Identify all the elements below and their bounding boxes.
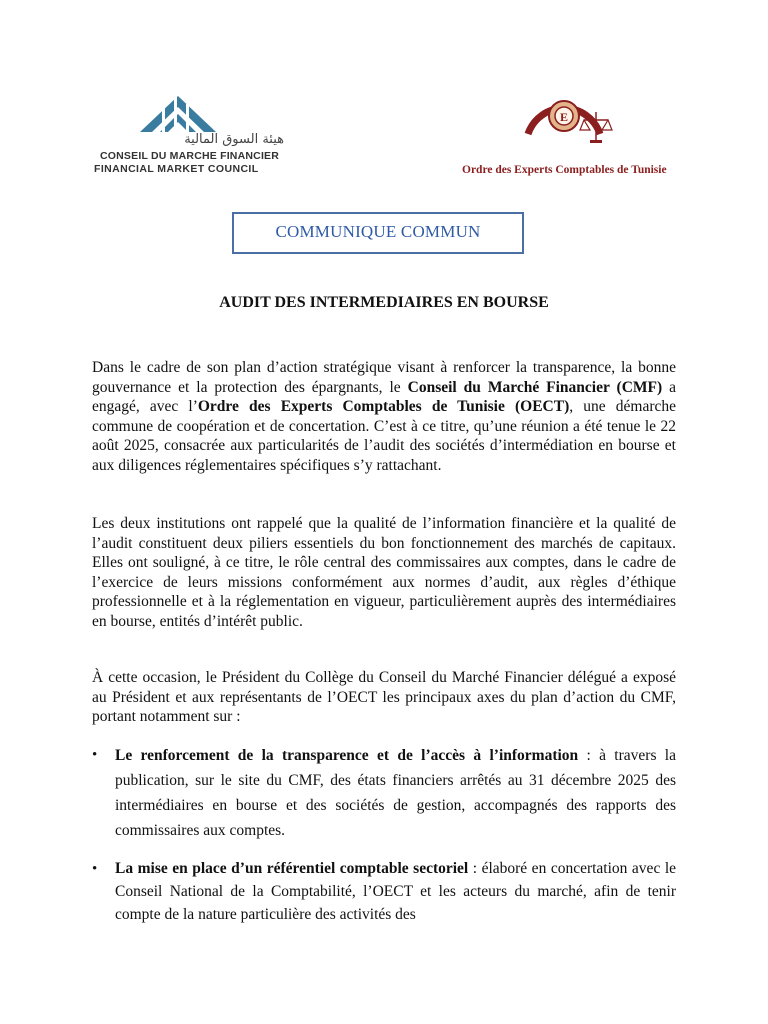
cmf-arabic-name: هيئة السوق المالية — [184, 132, 284, 147]
p1-text-c: a engagé, avec l’ — [92, 378, 676, 415]
title-box — [232, 212, 524, 254]
oect-seal-icon — [514, 82, 614, 160]
bullet-icon: • — [92, 861, 98, 877]
paragraph-institutions: Les deux institutions ont rappelé que la qualité de l’information financière et la qualité de l’audit constituent deux piliers essentiels du bon fonctionnement des marchés de capitaux. Elles ont souligné, à ce titre, le rôle central des commissaires aux comptes, dans le cadre de l’exercice de leurs missions conformément aux normes d’audit, aux règles d’éthique professionnelle et à la réglementation en vigueur, particulièrement auprès des intermédiaires en bourse, entités d’intérêt public. — [92, 515, 676, 630]
document-subtitle: AUDIT DES INTERMEDIAIRES EN BOURSE — [219, 294, 549, 311]
bullet-text — [115, 743, 676, 843]
bullet-text — [115, 857, 676, 926]
cmf-name-en: FINANCIAL MARKET COUNCIL — [94, 163, 259, 175]
bullet-body: : élaboré en concertation avec le Conseil National de la Comptabilité, l’OECT et les acteurs du marché, afin de tenir compte de la nature particulière des activités des — [115, 860, 677, 923]
p1-text-e: , une démarche commune de coopération et de concertation. C’est à ce titre, qu’une réunion a été tenue le 22 août 2025, consacrée aux particularités de l’audit des sociétés d’intermédiation en bourse et aux diligences réglementaires spécifiques s’y rattachant. — [92, 398, 676, 474]
cmf-name-fr: CONSEIL DU MARCHE FINANCIER — [100, 150, 280, 162]
cmf-logo-mark-icon — [138, 94, 218, 134]
bullet-heading: Le renforcement de la transparence et de l’accès à l’information — [115, 747, 579, 764]
oect-name: Ordre des Experts Comptables de Tunisie — [462, 164, 667, 176]
p1-text-a: Dans le cadre de son plan d’action stratégique visant à renforcer la transparence, la bonne gouvernance et la protection des épargnants, le — [92, 359, 676, 396]
svg-text:E: E — [559, 110, 569, 124]
bullet-heading: La mise en place d’un référentiel comptable sectoriel — [115, 860, 469, 877]
document-title: COMMUNIQUE COMMUN — [275, 222, 481, 241]
paragraph-occasion: À cette occasion, le Président du Collège du Conseil du Marché Financier délégué a exposé au Président et aux représentants de l’OECT les principaux axes du plan d’action du CMF, portant notamment sur : — [92, 669, 676, 725]
p1-cmf-name: Conseil du Marché Financier (CMF) — [407, 378, 663, 396]
bullet-body: : à travers la publication, sur le site du CMF, des états financiers arrêtés au 31 décembre 2025 des intermédiaires en bourse et des sociétés de gestion, accompagnés des rapports des commissaires aux comptes. — [115, 747, 676, 839]
cmf-logo — [94, 94, 294, 178]
paragraph-intro — [92, 358, 676, 475]
bullet-icon: • — [92, 747, 98, 763]
oect-logo — [452, 82, 692, 182]
p1-oect-name: Ordre des Experts Comptables de Tunisie (OECT) — [197, 398, 570, 415]
